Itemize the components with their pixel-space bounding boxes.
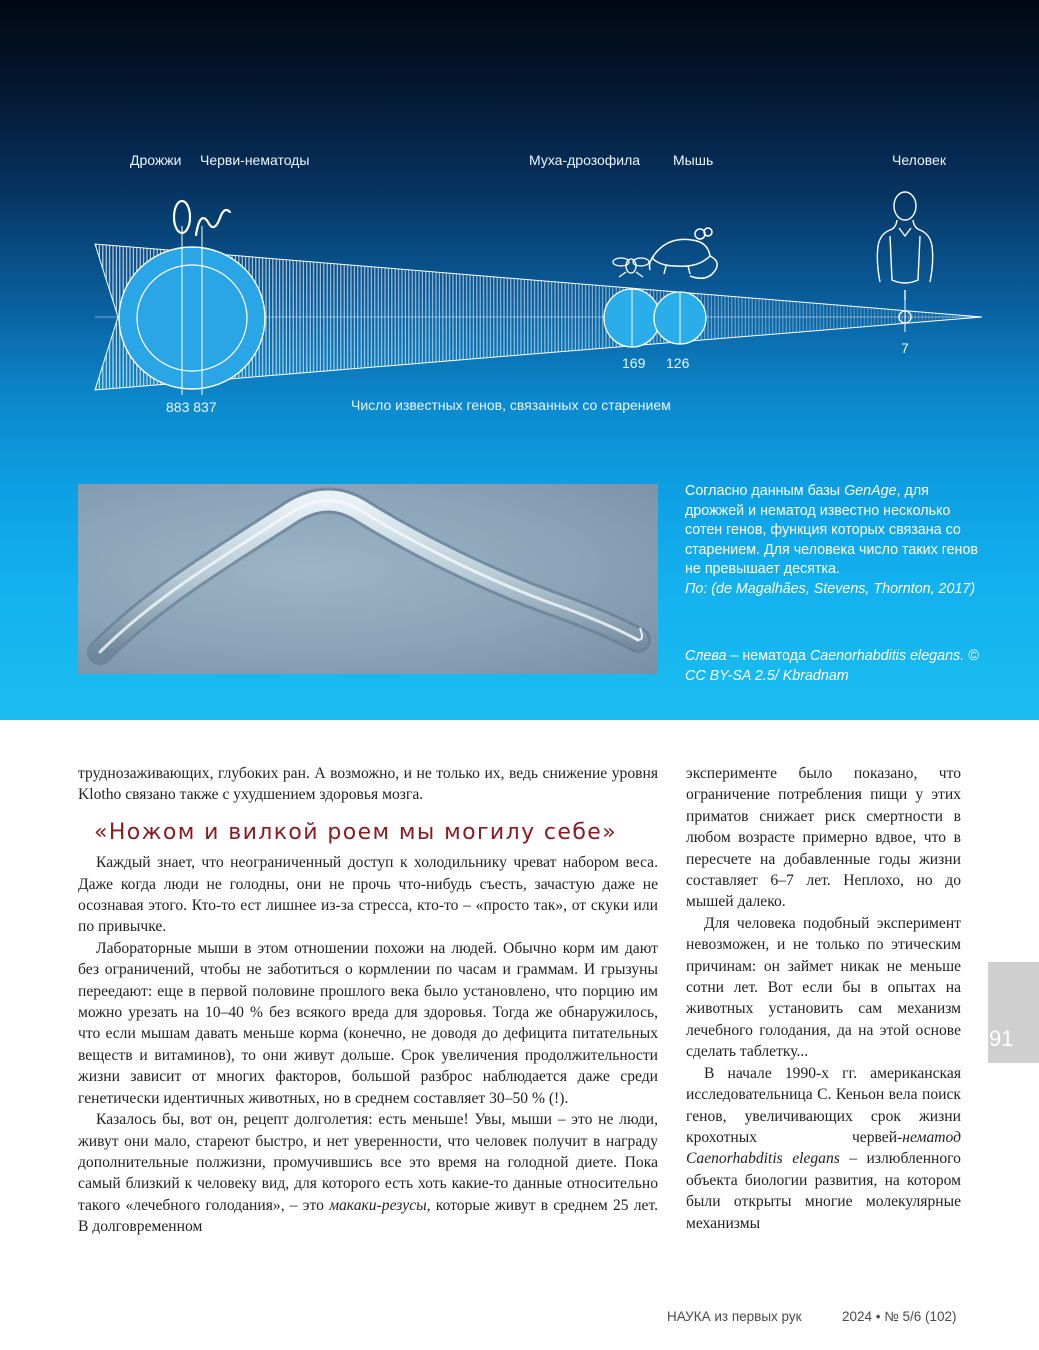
- photo-caption: Слева – нематода Caenorhabditis elegans. © CC BY-SA 2.5/ Kbradnam: [685, 648, 979, 684]
- left-column: [78, 763, 658, 1238]
- page-number: 91: [989, 1026, 1014, 1051]
- gene-count-mouse: 126: [666, 355, 690, 371]
- nematode-photo: [78, 484, 658, 674]
- human-icon: [877, 192, 932, 300]
- paragraph: В начале 1990-х гг. американская исследовательница С. Кеньон вела поиск генов, увеличивающих срок жизни крохотных червей-нематод Caenorhabditis elegans – излюбленного объекта биологии развития, на котором были открыты многие молекулярные механизмы: [686, 1064, 961, 1232]
- organism-label-yeast: Дрожжи: [130, 152, 182, 168]
- paragraph: Лабораторные мыши в этом отношении похожи на людей. Обычно корм им дают без ограничений, чтобы не заботиться о кормлении по часам и граммам. И грызуны переедают: еще в первой половине прошлого века было установлено, что порцию им можно урезать на 10–40 % без всякого вреда для здоровья. Тогда же обнаружилось, что если мышам давать меньше корма (конечно, не доводя до дефицита питательных веществ и витаминов), то они живут дольше. Срок увеличения продолжительности жизни зависит от многих факторов, большой разброс наблюдается даже среди генетически идентичных животных, но в среднем составляет 30–50 % (!).: [78, 939, 658, 1107]
- organism-label-mouse: Мышь: [673, 152, 714, 168]
- fly-icon: [613, 258, 649, 277]
- footer-journal: НАУКА из первых рук: [667, 1309, 802, 1324]
- paragraph: Для человека подобный эксперимент невозможен, и не только по этическим причинам: он займет никак не меньше сотни лет. Вот если бы в опытах на животных установить сам механизм лечебного голодания, да на этой основе сделать таблетку...: [686, 914, 961, 1061]
- right-column: [686, 763, 961, 1234]
- organism-label-nematodes: Черви-нематоды: [200, 152, 310, 168]
- axis-label: Число известных генов, связанных со старением: [351, 397, 671, 413]
- footer-issue: 2024 • № 5/6 (102): [842, 1309, 957, 1324]
- paragraph: Каждый знает, что неограниченный доступ к холодильнику чреват набором веса. Даже когда люди не голодны, они не прочь что-нибудь съесть, зачастую даже не осознавая этого. Кто-то ест лишнее из-за стресса, кто-то – «просто так», от скуки или по привычке.: [78, 854, 658, 936]
- organism-label-human: Человек: [892, 152, 946, 168]
- gene-count-fruit-fly: 169: [622, 355, 646, 371]
- paragraph: Казалось бы, вот он, рецепт долголетия: есть меньше! Увы, мыши – это не люди, живут они мало, стареют быстро, и нет уверенности, что человек получит в награду дополнительные полжизни, промучившись все это время на голодной диете. Пока самый близкий к человеку вид, для которого есть хоть какие-то данные относительно такого «лечебного голодания», – это макаки-резусы, которые живут в среднем 25 лет. В долговременном: [78, 1111, 658, 1236]
- paragraph: эксперименте было показано, что ограничение потребления пищи у этих приматов снижает риск смертности в любом возрасте примерно вдвое, что в пересчете на добавленные годы жизни составляет 6–7 лет. Неплохо, но до мышей далеко.: [686, 765, 961, 911]
- paragraph: труднозаживающих, глубоких ран. А возможно, и не только их, ведь снижение уровня Klotho связано также с ухудшением здоровья мозга.: [78, 765, 658, 804]
- organism-label-fruit-fly: Муха-дрозофила: [529, 152, 641, 168]
- section-heading: «Ножом и вилкой роем мы могилу себе»: [94, 819, 618, 845]
- mouse-icon: [650, 228, 718, 278]
- gene-count-human: 7: [901, 340, 909, 356]
- gene-count-yeast: 883 837: [166, 399, 217, 415]
- figure-caption: Согласно данным базы GenAge, для дрожжей и нематод известно несколько сотен генов, функция которых связана со старением. Для человека число таких генов не превышает десятка. По: (de Magalhães, Stevens, Thornton, 2017): [685, 483, 978, 597]
